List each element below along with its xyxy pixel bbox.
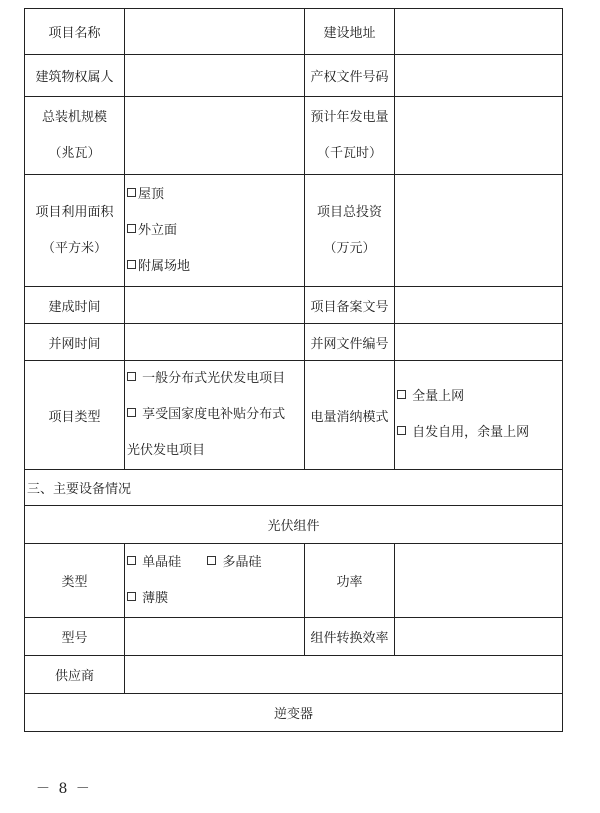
checkbox-icon [127,372,136,381]
field-installed-capacity[interactable] [125,97,305,175]
option-full-feed-in[interactable]: 全量上网 [395,379,562,415]
row-supplier [25,656,563,694]
field-total-investment[interactable] [395,175,563,287]
label-consumption-mode: 电量消纳模式 [305,361,395,470]
label-grid-connection-time: 并网时间 [25,324,125,361]
label-used-area-title: 项目利用面积 [35,204,114,220]
label-total-investment-unit: （万元） [323,240,376,256]
page-number: － 8 － [36,781,92,797]
label-total-investment [305,175,395,287]
label-annual-generation-title: 预计年发电量 [310,109,389,125]
label-installed-capacity-title: 总装机规模 [41,109,107,125]
label-annual-generation-unit: （千瓦时） [316,145,382,161]
field-model[interactable] [125,618,305,656]
checkbox-icon [127,188,136,197]
label-power: 功率 [305,544,395,618]
label-completion-time: 建成时间 [25,287,125,324]
option-subsidized-distributed-pv-cont: 光伏发电项目 [127,443,206,458]
row-grid-connection [25,324,563,361]
field-annual-generation[interactable] [395,97,563,175]
label-build-address: 建设地址 [305,9,395,55]
field-supplier[interactable] [125,656,563,694]
field-project-name[interactable] [125,9,305,55]
option-auxiliary-site[interactable]: 附属场地 [125,249,304,285]
header-inverter: 逆变器 [25,694,563,732]
label-building-owner: 建筑物权属人 [25,55,125,97]
consumption-mode-options [395,361,563,470]
row-module-type [25,544,563,618]
module-type-options [125,544,305,618]
field-build-address[interactable] [395,9,563,55]
project-type-options [125,361,305,470]
header-pv-modules: 光伏组件 [25,506,563,544]
label-used-area-unit: （平方米） [41,240,107,256]
area-options [125,175,305,287]
label-annual-generation [305,97,395,175]
label-installed-capacity-unit: （兆瓦） [48,145,101,161]
option-facade[interactable]: 外立面 [125,213,304,249]
label-grid-doc-number: 并网文件编号 [305,324,395,361]
module-type-line-1 [125,545,304,581]
option-general-distributed-pv[interactable]: 一般分布式光伏发电项目 [125,361,304,397]
row-project-name [25,9,563,55]
label-conversion-efficiency: 组件转换效率 [305,618,395,656]
checkbox-icon [127,224,136,233]
field-power[interactable] [395,544,563,618]
field-grid-doc-number[interactable] [395,324,563,361]
row-section-3 [25,470,563,506]
field-filing-number[interactable] [395,287,563,324]
row-owner [25,55,563,97]
label-total-investment-title: 项目总投资 [316,204,382,220]
label-module-type: 类型 [25,544,125,618]
label-filing-number: 项目备案文号 [305,287,395,324]
checkbox-icon [397,390,406,399]
label-supplier: 供应商 [25,656,125,694]
checkbox-icon [127,556,136,565]
checkbox-icon [207,556,216,565]
field-grid-connection-time[interactable] [125,324,305,361]
option-roof[interactable]: 屋顶 [125,177,304,213]
option-thin-film[interactable]: 薄膜 [125,581,304,617]
label-project-type: 项目类型 [25,361,125,470]
section-title-main-equipment: 三、主要设备情况 [25,470,563,506]
label-installed-capacity [25,97,125,175]
row-capacity [25,97,563,175]
label-project-name: 项目名称 [25,9,125,55]
field-completion-time[interactable] [125,287,305,324]
field-property-doc-no[interactable] [395,55,563,97]
option-polycrystalline[interactable]: 多晶硅 [207,555,261,570]
label-used-area [25,175,125,287]
registration-form-table [24,8,563,732]
label-model: 型号 [25,618,125,656]
label-property-doc-no: 产权文件号码 [305,55,395,97]
row-area [25,175,563,287]
checkbox-icon [127,260,136,269]
field-conversion-efficiency[interactable] [395,618,563,656]
option-monocrystalline[interactable]: 单晶硅 [127,555,181,570]
checkbox-icon [397,426,406,435]
row-pv-header [25,506,563,544]
option-self-use-surplus[interactable]: 自发自用，余量上网 [395,415,562,451]
checkbox-icon [127,592,136,601]
option-subsidized-distributed-pv[interactable]: 享受国家度电补贴分布式 [125,397,304,433]
row-completion [25,287,563,324]
checkbox-icon [127,408,136,417]
row-model [25,618,563,656]
row-project-type [25,361,563,470]
field-building-owner[interactable] [125,55,305,97]
row-inverter-header [25,694,563,732]
